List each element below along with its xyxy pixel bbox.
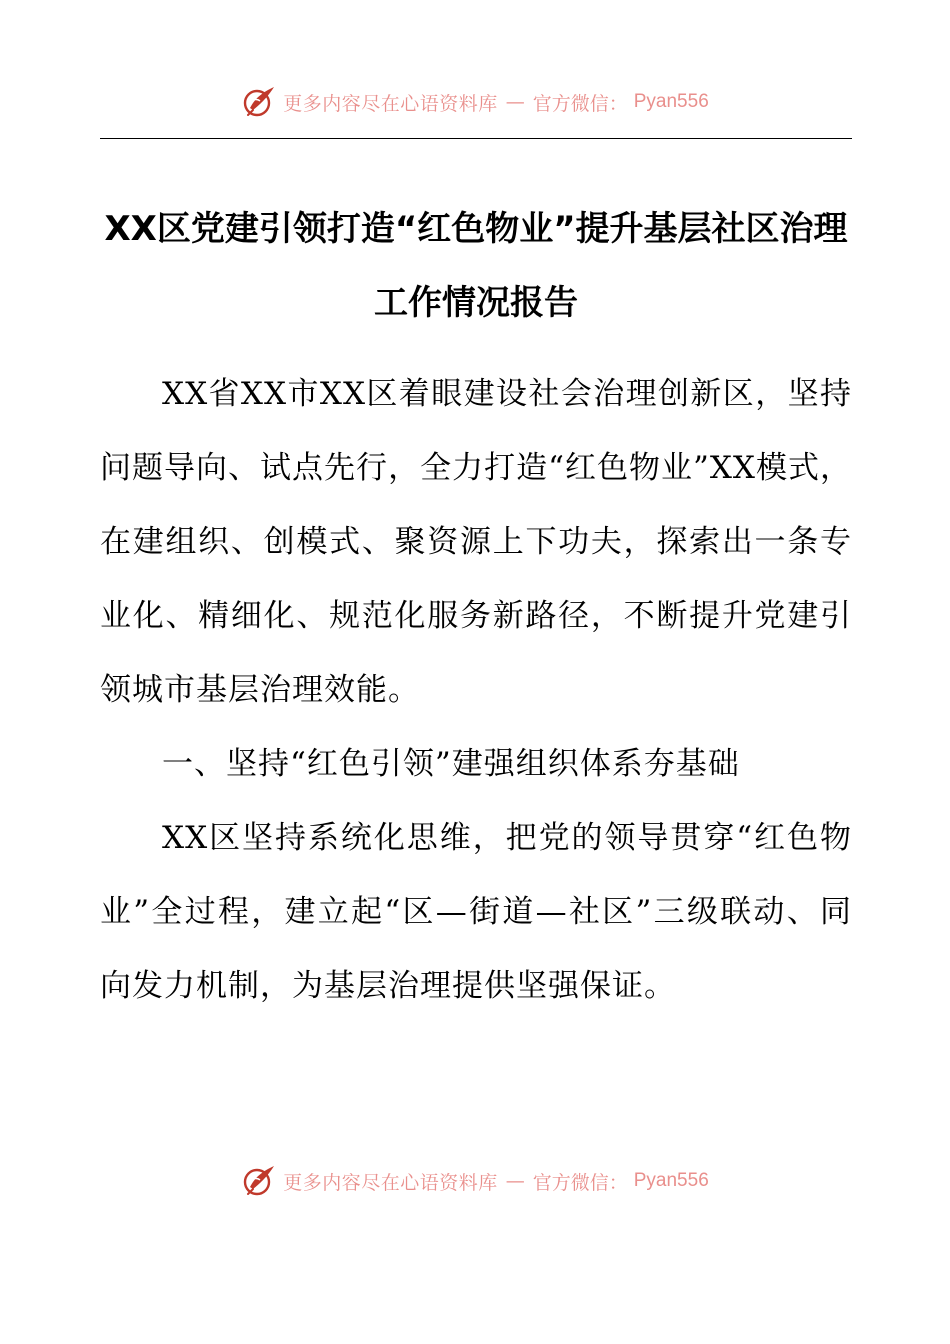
banner-wechat-id: Pyan556 [633, 91, 709, 112]
banner-wechat-label: 官方微信： [532, 92, 628, 115]
banner-wechat-label: 官方微信： [532, 1171, 628, 1194]
document-body [100, 357, 852, 1023]
banner-separator: — [505, 91, 525, 113]
header-rule [100, 138, 852, 139]
section-paragraph: XX区坚持系统化思维，把党的领导贯穿“红色物业”全过程，建立起“区—街道—社区”三级联动、同向发力机制，为基层治理提供坚强保证。 [100, 820, 852, 1004]
banner-promo-text: 更多内容尽在心语资料库 [283, 92, 498, 115]
footer-banner [0, 1163, 950, 1199]
banner-promo-text: 更多内容尽在心语资料库 [283, 1171, 498, 1194]
document-title: XX区党建引领打造“红色物业”提升基层社区治理工作情况报告 [104, 209, 848, 323]
intro-paragraph: XX省XX市XX区着眼建设社会治理创新区，坚持问题导向、试点先行，全力打造“红色物业”XX模式，在建组织、创模式、聚资源上下功夫，探索出一条专业化、精细化、规范化服务新路径，不断提升党建引领城市基层治理效能。 [100, 376, 852, 708]
quill-logo-icon [241, 1163, 277, 1199]
banner-separator: — [505, 1170, 525, 1192]
banner-wechat-id: Pyan556 [633, 1170, 709, 1191]
section-heading: 一、坚持“红色引领”建强组织体系夯基础 [162, 746, 740, 782]
quill-logo-icon [241, 84, 277, 120]
header-banner [0, 84, 950, 120]
